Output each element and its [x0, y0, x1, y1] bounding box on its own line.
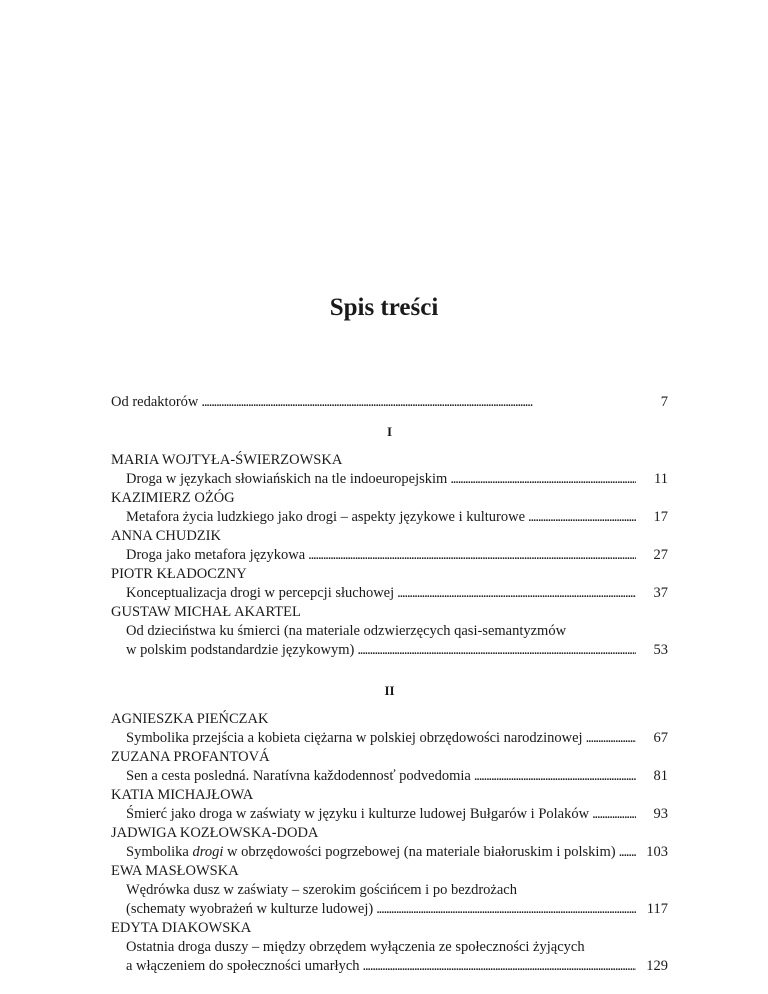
toc-author: KATIA MICHAJŁOWA: [111, 787, 254, 803]
toc-page-number: 11: [654, 471, 668, 487]
toc-page-number: 117: [646, 901, 668, 917]
toc-entry[interactable]: [111, 729, 668, 748]
toc-page-number: 93: [653, 806, 668, 822]
toc-page-number: 129: [646, 958, 668, 974]
dot-leader: [201, 393, 636, 412]
toc-entry-title: a włączeniem do społeczności umarłych: [126, 958, 360, 974]
toc-entry-title: Droga w językach słowiańskich na tle indoeuropejskim: [126, 471, 448, 487]
toc-author: JADWIGA KOZŁOWSKA-DODA: [111, 825, 319, 841]
toc-author: MARIA WOJTYŁA-ŚWIERZOWSKA: [111, 452, 343, 468]
toc-author: ANNA CHUDZIK: [111, 528, 221, 544]
toc-entry[interactable]: [111, 584, 668, 603]
dot-leader: [592, 805, 636, 824]
toc-entry-title-line[interactable]: Wędrówka dusz w zaświaty – szerokim gościńcem i po bezdrożach: [126, 882, 517, 898]
toc-entry-title: Symbolika drogi w obrzędowości pogrzebowej (na materiale białoruskim i polskim): [126, 844, 616, 860]
toc-author: KAZIMIERZ OŻÓG: [111, 490, 235, 506]
section-numeral: II: [384, 683, 395, 698]
dot-leader: [397, 584, 636, 603]
dot-leader: [363, 957, 636, 976]
toc-entry-title: w polskim podstandardzie językowym): [126, 642, 355, 658]
toc-entry-title: Sen a cesta posledná. Naratívna každodennosť podvedomia: [126, 768, 471, 784]
toc-entry-preface[interactable]: [111, 393, 668, 412]
toc-entry[interactable]: [111, 767, 668, 786]
section-numeral: I: [386, 424, 393, 439]
table-of-contents: [111, 393, 668, 976]
toc-page-number: 81: [653, 768, 668, 784]
dot-leader: [357, 641, 636, 660]
toc-entry[interactable]: [111, 641, 668, 660]
toc-entry-title: Konceptualizacja drogi w percepcji słuchowej: [126, 585, 395, 601]
toc-entry[interactable]: [111, 843, 668, 862]
dot-leader: [474, 767, 636, 786]
toc-entry[interactable]: [111, 805, 668, 824]
toc-sections: [111, 422, 668, 976]
dot-leader: [586, 729, 636, 748]
toc-entry-title: Droga jako metafora językowa: [126, 547, 306, 563]
dot-leader: [308, 546, 636, 565]
toc-entry-title: Śmierć jako droga w zaświaty w języku i kulturze ludowej Bułgarów i Polaków: [126, 806, 590, 822]
toc-entry[interactable]: [111, 508, 668, 527]
toc-entry-title: (schematy wyobrażeń w kulturze ludowej): [126, 901, 374, 917]
toc-page-number: 17: [653, 509, 668, 525]
toc-entry-title: Metafora życia ludzkiego jako drogi – aspekty językowe i kulturowe: [126, 509, 526, 525]
toc-entry-title-line[interactable]: Od dzieciństwa ku śmierci (na materiale odzwierzęcych qasi-semantyzmów: [126, 623, 567, 639]
dot-leader: [619, 843, 636, 862]
toc-page-number: 53: [653, 642, 668, 658]
toc-page-number: 27: [653, 547, 668, 563]
toc-entry-title: Od redaktorów: [111, 394, 199, 410]
toc-author: EWA MASŁOWSKA: [111, 863, 239, 879]
toc-entry-title: Symbolika przejścia a kobieta ciężarna w polskiej obrzędowości narodzinowej: [126, 730, 583, 746]
toc-page-number: 37: [653, 585, 668, 601]
toc-entry-title-line[interactable]: Ostatnia droga duszy – między obrzędem wyłączenia ze społeczności żyjących: [126, 939, 585, 955]
toc-author: EDYTA DIAKOWSKA: [111, 920, 252, 936]
toc-author: GUSTAW MICHAŁ AKARTEL: [111, 604, 301, 620]
toc-page-number: 67: [653, 730, 668, 746]
toc-author: ZUZANA PROFANTOVÁ: [111, 749, 270, 765]
page-title: Spis treści: [329, 294, 439, 321]
toc-entry[interactable]: [111, 470, 668, 489]
toc-page-number: 7: [660, 394, 668, 410]
dot-leader: [450, 470, 636, 489]
dot-leader: [528, 508, 636, 527]
toc-page-number: 103: [646, 844, 668, 860]
toc-author: PIOTR KŁADOCZNY: [111, 566, 247, 582]
toc-author: AGNIESZKA PIEŃCZAK: [111, 711, 269, 727]
toc-entry[interactable]: [111, 900, 668, 919]
toc-entry[interactable]: [111, 957, 668, 976]
toc-entry[interactable]: [111, 546, 668, 565]
dot-leader: [376, 900, 636, 919]
